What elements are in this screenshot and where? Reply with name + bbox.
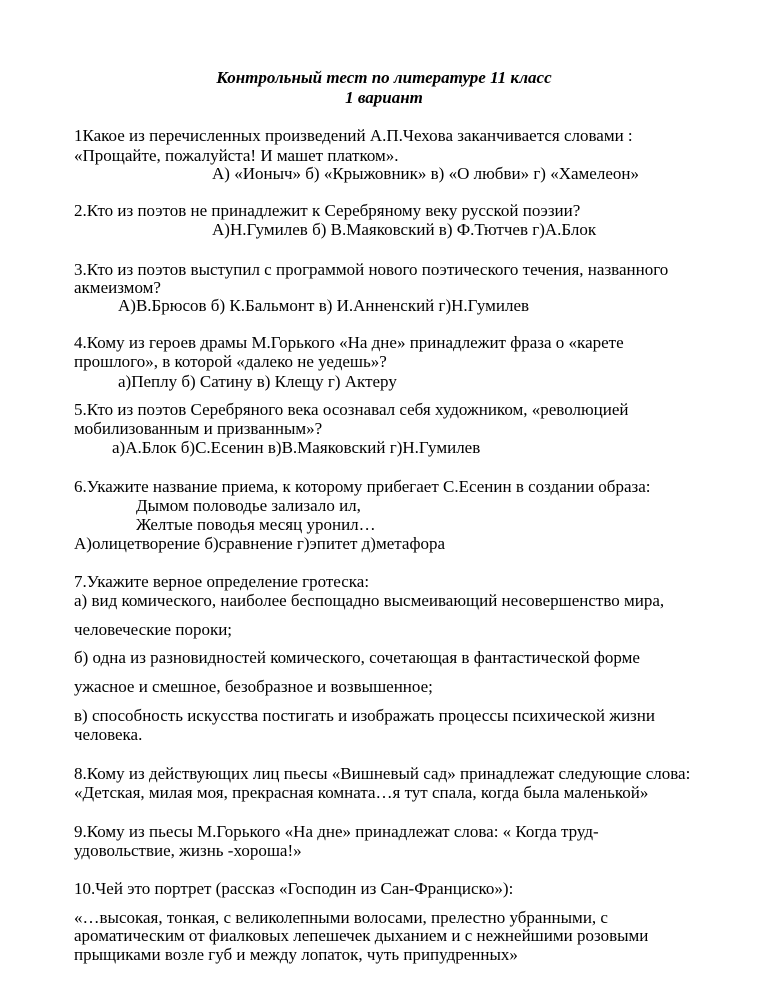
question-10-text-line-1: 10.Чей это портрет (рассказ «Господин из Сан-Франциско»): xyxy=(74,879,514,898)
question-4-text-line-1: 4.Кому из героев драмы М.Горького «На дне» принадлежит фраза о «карете xyxy=(74,333,624,352)
question-7-option-c-line-2: человека. xyxy=(74,725,143,744)
question-6-text-line-1: 6.Укажите название приема, к которому прибегает С.Есенин в создании образа: xyxy=(74,477,651,496)
question-3-text-line-2: акмеизмом? xyxy=(74,278,161,297)
question-7-option-b-line-1: б) одна из разновидностей комического, сочетающая в фантастической форме xyxy=(74,648,640,667)
question-7-option-c-line-1: в) способность искусства постигать и изображать процессы психической жизни xyxy=(74,706,655,725)
question-8-text-line-1: 8.Кому из действующих лиц пьесы «Вишневый сад» принадлежат следующие слова: xyxy=(74,764,691,783)
question-4-text-line-2: прошлого», в которой «далеко не уедешь»? xyxy=(74,352,387,371)
question-3-options: А)В.Брюсов б) К.Бальмонт в) И.Анненский г)Н.Гумилев xyxy=(118,296,530,315)
question-7-option-a-line-2: человеческие пороки; xyxy=(74,620,233,639)
question-6-verse-line-2: Желтые поводья месяц уронил… xyxy=(136,515,376,534)
question-5-options: а)А.Блок б)С.Есенин в)В.Маяковский г)Н.Гумилев xyxy=(112,438,481,457)
question-10-text-line-2: «…высокая, тонкая, с великолепными волосами, прелестно убранными, с xyxy=(74,908,608,927)
question-7-option-a-line-1: а) вид комического, наиболее беспощадно высмеивающий несовершенство мира, xyxy=(74,591,665,610)
question-8-text-line-2: «Детская, милая моя, прекрасная комната…я тут спала, когда была маленькой» xyxy=(74,783,649,802)
question-3-text-line-1: 3.Кто из поэтов выступил с программой нового поэтического течения, названного xyxy=(74,260,669,279)
question-2-options: А)Н.Гумилев б) В.Маяковский в) Ф.Тютчев г)А.Блок xyxy=(212,220,597,239)
question-1-options: А) «Ионыч» б) «Крыжовник» в) «О любви» г) «Хамелеон» xyxy=(212,164,639,183)
question-10-text-line-4: прыщиками возле губ и между лопаток, чуть припудренных» xyxy=(74,945,518,964)
question-10-text-line-3: ароматическим от фиалковых лепешечек дыханием и с нежнейшими розовыми xyxy=(74,926,649,945)
question-9-text-line-2: удовольствие, жизнь -хороша!» xyxy=(74,841,302,860)
question-7-option-b-line-2: ужасное и смешное, безобразное и возвышенное; xyxy=(74,677,433,696)
variant-label: 1 вариант xyxy=(345,88,423,107)
document-title: Контрольный тест по литературе 11 класс xyxy=(216,68,552,87)
question-7-text-line-1: 7.Укажите верное определение гротеска: xyxy=(74,572,370,591)
question-6-verse-line-1: Дымом половодье зализало ил, xyxy=(136,496,361,515)
question-9-text-line-1: 9.Кому из пьесы М.Горького «На дне» принадлежат слова: « Когда труд- xyxy=(74,822,599,841)
question-4-options: а)Пеплу б) Сатину в) Клещу г) Актеру xyxy=(118,372,397,391)
question-2-text-line-1: 2.Кто из поэтов не принадлежит к Серебряному веку русской поэзии? xyxy=(74,201,581,220)
question-5-text-line-1: 5.Кто из поэтов Серебряного века осознавал себя художником, «революцией xyxy=(74,400,629,419)
question-1-text-line-1: 1Какое из перечисленных произведений А.П.Чехова заканчивается словами : xyxy=(74,126,633,145)
question-1-text-line-2: «Прощайте, пожалуйста! И машет платком». xyxy=(74,146,399,165)
question-6-options: А)олицетворение б)сравнение г)эпитет д)метафора xyxy=(74,534,446,553)
question-5-text-line-2: мобилизованным и призванным»? xyxy=(74,419,323,438)
